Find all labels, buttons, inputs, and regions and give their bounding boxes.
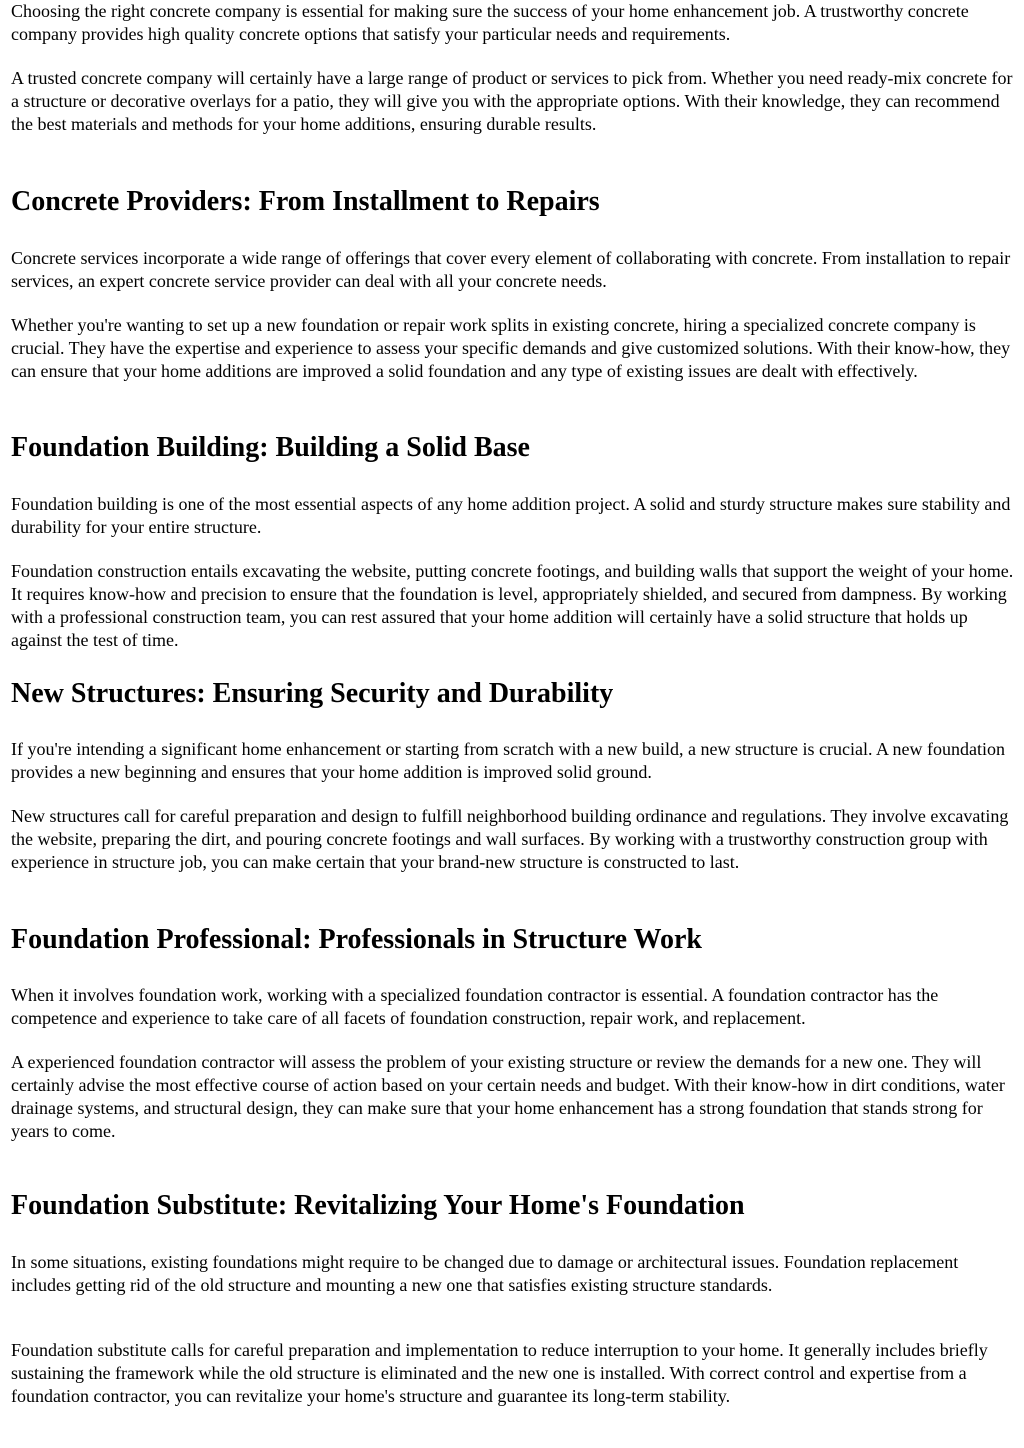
section-3-paragraph-2: New structures call for careful preparation and design to fulfill neighborhood building ordinance and regulations. They involve excavating the website, preparing the dirt, and pouring concrete footings and wall surfaces. By working with a trustworthy construction group with experience in structure job, you can make certain that your brand-new structure is constructed to last. xyxy=(11,806,1009,872)
section-4-paragraph-2: A experienced foundation contractor will assess the problem of your existing structure or review the demands for a new one. They will certainly advise the most effective course of action based on your certain needs and budget. With their know-how in dirt conditions, water drainage systems, and structural design, they can make sure that your home enhancement has a strong foundation that stands strong for years to come. xyxy=(11,1052,1005,1141)
intro-paragraph-2: A trusted concrete company will certainly have a large range of product or services to pick from. Whether you need ready-mix concrete for a structure or decorative overlays for a patio, they will give you with the appropriate options. With their knowledge, they can recommend the best materials and methods for your home additions, ensuring durable results. xyxy=(11,68,1013,134)
section-5-paragraph-1: In some situations, existing foundations might require to be changed due to damage or architectural issues. Foundation replacement includes getting rid of the old structure and mounting a new one that satisfies existing structure standards. xyxy=(11,1252,959,1295)
section-heading-5: Foundation Substitute: Revitalizing Your Home's Foundation xyxy=(11,1190,745,1221)
section-3-paragraph-1: If you're intending a significant home enhancement or starting from scratch with a new build, a new structure is crucial. A new foundation provides a new beginning and ensures that your home addition is improved solid ground. xyxy=(11,739,1005,782)
section-2-paragraph-1: Foundation building is one of the most essential aspects of any home addition project. A solid and sturdy structure makes sure stability and durability for your entire structure. xyxy=(11,494,1011,537)
section-4-paragraph-1: When it involves foundation work, working with a specialized foundation contractor is essential. A foundation contractor has the competence and experience to take care of all facets of foundation construction, repair work, and replacement. xyxy=(11,985,939,1028)
section-1-paragraph-2: Whether you're wanting to set up a new foundation or repair work splits in existing concrete, hiring a specialized concrete company is crucial. They have the expertise and experience to assess your specific demands and give customized solutions. With their know-how, they can ensure that your home additions are improved a solid foundation and any type of existing issues are dealt with effectively. xyxy=(11,315,1011,381)
section-heading-1: Concrete Providers: From Installment to Repairs xyxy=(11,186,600,217)
section-5-paragraph-2: Foundation substitute calls for careful preparation and implementation to reduce interruption to your home. It generally includes briefly sustaining the framework while the old structure is eliminated and the new one is installed. With correct control and expertise from a foundation contractor, you can revitalize your home's structure and guarantee its long-term stability. xyxy=(11,1340,988,1406)
intro-paragraph-1: Choosing the right concrete company is essential for making sure the success of your home enhancement job. A trustworthy concrete company provides high quality concrete options that satisfy your particular needs and requirements. xyxy=(11,1,969,44)
section-1-paragraph-1: Concrete services incorporate a wide range of offerings that cover every element of collaborating with concrete. From installation to repair services, an expert concrete service provider can deal with all your concrete needs. xyxy=(11,248,1011,291)
section-heading-3: New Structures: Ensuring Security and Durability xyxy=(11,678,614,709)
section-heading-4: Foundation Professional: Professionals in Structure Work xyxy=(11,924,702,955)
section-2-paragraph-2: Foundation construction entails excavating the website, putting concrete footings, and building walls that support the weight of your home. It requires know-how and precision to ensure that the foundation is level, appropriately shielded, and secured from dampness. By working with a professional construction team, you can rest assured that your home addition will certainly have a solid structure that holds up against the test of time. xyxy=(11,561,1014,650)
section-heading-2: Foundation Building: Building a Solid Base xyxy=(11,432,530,463)
